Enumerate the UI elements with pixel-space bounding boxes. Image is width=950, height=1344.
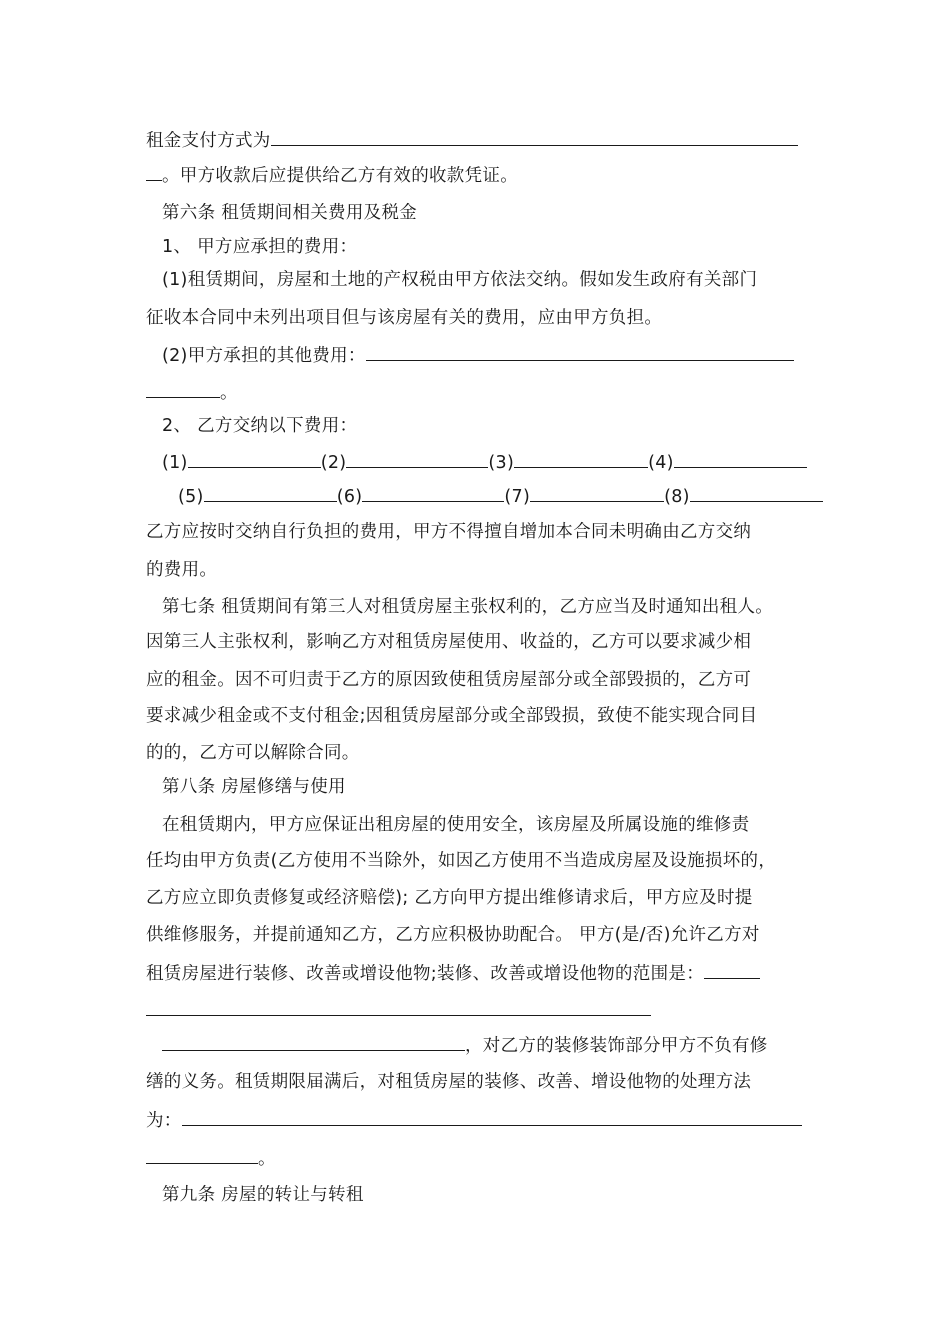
- blank-underline: [182, 1107, 802, 1126]
- blank-underline: [674, 449, 807, 468]
- section-heading: 第九条 房屋的转让与转租: [162, 1185, 364, 1205]
- payment-method-label: 租金支付方式为: [146, 131, 271, 151]
- doc-line: 在租赁期内，甲方应保证出租房屋的使用安全，该房屋及所属设施的维修责: [162, 815, 750, 835]
- doc-line: [146, 379, 238, 405]
- doc-line: (1)租赁期间，房屋和土地的产权税由甲方依法交纳。假如发生政府有关部门: [162, 270, 758, 290]
- text-segment: (2)甲方承担的其他费用：: [162, 346, 366, 366]
- doc-line: 供维修服务，并提前通知乙方，乙方应积极协助配合。 甲方(是/否)允许乙方对: [146, 925, 760, 945]
- blank-underline: [530, 483, 664, 502]
- text-segment: 。: [220, 383, 238, 403]
- section-heading: 第七条 租赁期间有第三人对租赁房屋主张权利的，乙方应当及时通知出租人。: [162, 597, 774, 617]
- doc-line: 因第三人主张权利，影响乙方对租赁房屋使用、收益的，乙方可以要求减少相: [146, 632, 752, 652]
- fee-items-row-1: [162, 449, 807, 475]
- item-label: (8): [664, 487, 690, 507]
- doc-line: 乙方应按时交纳自行负担的费用，甲方不得擅自增加本合同未明确由乙方交纳: [146, 522, 752, 542]
- blank-underline: [704, 960, 760, 979]
- blank-underline: [162, 1032, 465, 1051]
- doc-line: 1、 甲方应承担的费用：: [162, 237, 358, 257]
- item-label: (6): [336, 487, 363, 507]
- blank-underline: [188, 449, 321, 468]
- text-segment: 租赁房屋进行装修、改善或增设他物;装修、改善或增设他物的范围是：: [146, 964, 704, 984]
- doc-line: 的费用。: [146, 560, 218, 580]
- section-heading: 第六条 租赁期间相关费用及税金: [162, 203, 418, 223]
- text-segment: 。甲方收款后应提供给乙方有效的收款凭证。: [162, 166, 518, 186]
- doc-line: [162, 1032, 768, 1058]
- blank-underline: [204, 483, 337, 502]
- section-heading: 第八条 房屋修缮与使用: [162, 777, 346, 797]
- doc-line: 2、 乙方交纳以下费用：: [162, 416, 358, 436]
- doc-line: 要求减少租金或不支付租金;因租赁房屋部分或全部毁损，致使不能实现合同目: [146, 706, 758, 726]
- doc-line: 的的，乙方可以解除合同。: [146, 743, 360, 763]
- item-label: (5): [178, 487, 204, 507]
- item-label: (1): [162, 453, 188, 473]
- item-label: (7): [504, 487, 531, 507]
- text-segment: ，对乙方的装修装饰部分甲方不负有修: [465, 1036, 768, 1056]
- doc-line: [146, 1107, 802, 1133]
- item-label: (2): [320, 453, 347, 473]
- text-segment: 。: [258, 1149, 276, 1169]
- blank-underline: [346, 449, 488, 468]
- blank-underline: [146, 1145, 258, 1164]
- doc-line: 征收本合同中未列出项目但与该房屋有关的费用，应由甲方负担。: [146, 308, 663, 328]
- blank-underline: [146, 379, 220, 398]
- doc-line: [146, 960, 760, 986]
- item-label: (4): [648, 453, 674, 473]
- doc-line: [146, 1145, 276, 1171]
- text-segment: 为：: [146, 1111, 182, 1131]
- blank-underline: [514, 449, 648, 468]
- blank-underline: [146, 1015, 651, 1016]
- blank-underline: [146, 162, 162, 181]
- blank-underline: [362, 483, 504, 502]
- doc-line: 缮的义务。租赁期限届满后，对租赁房屋的装修、改善、增设他物的处理方法: [146, 1072, 752, 1092]
- doc-line: [146, 162, 518, 188]
- doc-line: 任均由甲方负责(乙方使用不当除外，如因乙方使用不当造成房屋及设施损坏的，: [146, 851, 777, 871]
- item-label: (3): [488, 453, 515, 473]
- blank-underline: [690, 483, 823, 502]
- doc-line: 应的租金。因不可归责于乙方的原因致使租赁房屋部分或全部毁损的，乙方可: [146, 670, 752, 690]
- blank-underline: [366, 342, 794, 361]
- doc-line: [146, 127, 798, 153]
- doc-line: [162, 342, 794, 368]
- fee-items-row-2: [178, 483, 823, 509]
- doc-line: 乙方应立即负责修复或经济赔偿); 乙方向甲方提出维修请求后，甲方应及时提: [146, 888, 753, 908]
- blank-underline: [271, 127, 798, 146]
